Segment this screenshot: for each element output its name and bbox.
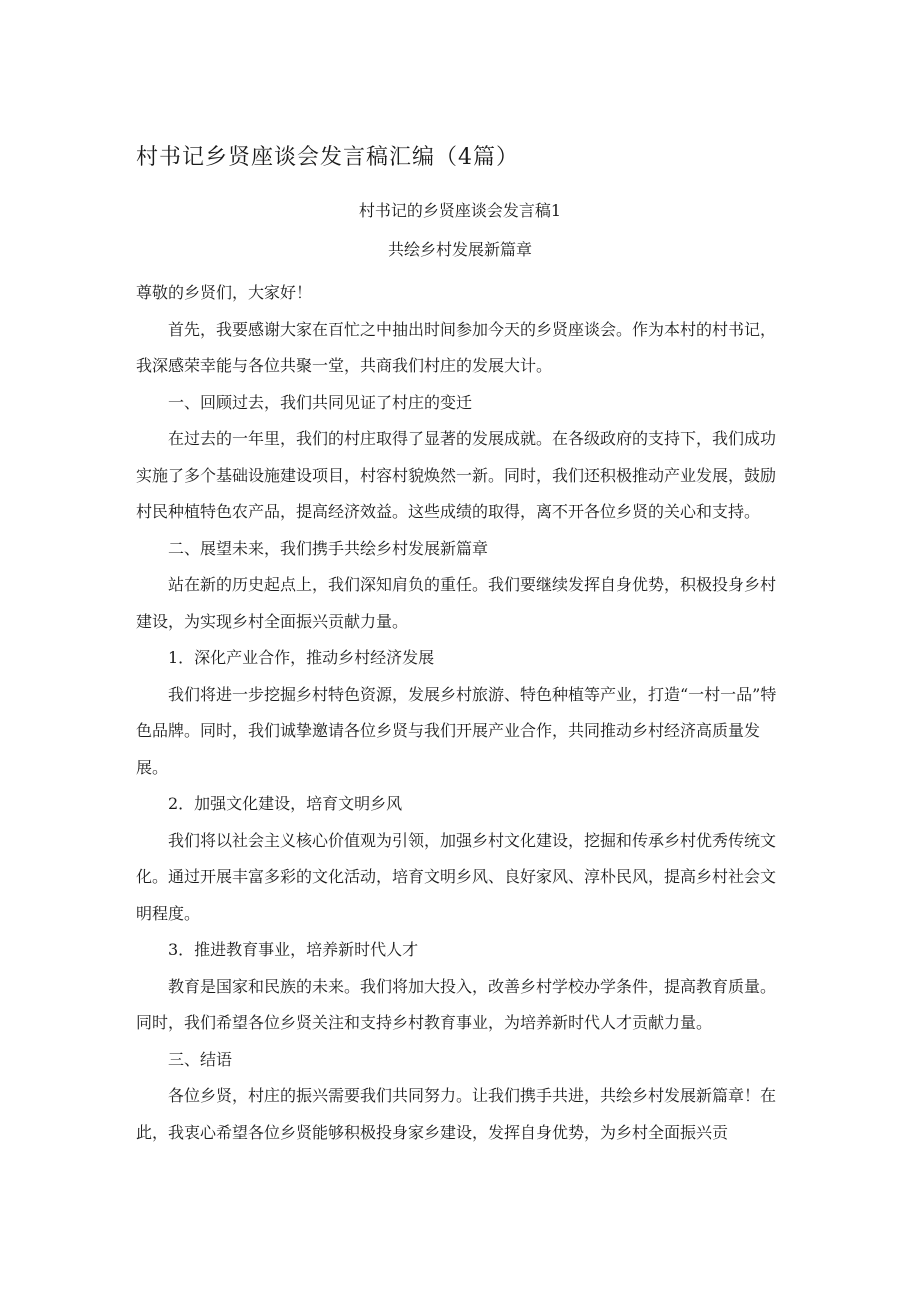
- paragraph: 我们将进一步挖掘乡村特色资源，发展乡村旅游、特色种植等产业，打造“一村一品”特色品牌。同时，我们诚挚邀请各位乡贤与我们开展产业合作，共同推动乡村经济高质量发展。: [136, 684, 777, 777]
- paragraph: 首先，我要感谢大家在百忙之中抽出时间参加今天的乡贤座谈会。作为本村的村书记，我深感荣幸能与各位共聚一堂，共商我们村庄的发展大计。: [136, 319, 777, 375]
- subsection-heading: 2．加强文化建设，培育文明乡风: [168, 794, 403, 813]
- paragraph: 教育是国家和民族的未来。我们将加大投入，改善乡村学校办学条件，提高教育质量。同时，我们希望各位乡贤关注和支持乡村教育事业，为培养新时代人才贡献力量。: [136, 976, 777, 1032]
- document-body: [136, 275, 788, 1151]
- subsection-heading: 3．推进教育事业，培养新时代人才: [168, 940, 419, 959]
- speech-heading: 共绘乡村发展新篇章: [387, 240, 532, 259]
- paragraph: 站在新的历史起点上，我们深知肩负的重任。我们要继续发挥自身优势，积极投身乡村建设，为实现乡村全面振兴贡献力量。: [136, 575, 777, 631]
- section-heading: 二、展望未来，我们携手共绘乡村发展新篇章: [168, 538, 489, 558]
- section-subtitle: 村书记的乡贤座谈会发言稿1: [358, 201, 562, 220]
- section-heading: 三、结语: [168, 1049, 233, 1069]
- paragraph: 各位乡贤，村庄的振兴需要我们共同努力。让我们携手共进，共绘乡村发展新篇章！在此，我衷心希望各位乡贤能够积极投身家乡建设，发挥自身优势，为乡村全面振兴贡: [136, 1086, 777, 1142]
- subsection-heading: 1．深化产业合作，推动乡村经济发展: [168, 648, 435, 667]
- paragraph: 在过去的一年里，我们的村庄取得了显著的发展成就。在各级政府的支持下，我们成功实施了多个基础设施建设项目，村容村貌焕然一新。同时，我们还积极推动产业发展，鼓励村民种植特色农产品，提高经济效益。这些成绩的取得，离不开各位乡贤的关心和支持。: [136, 429, 777, 521]
- paragraph: 我们将以社会主义核心价值观为引领，加强乡村文化建设，挖掘和传承乡村优秀传统文化。通过开展丰富多彩的文化活动，培育文明乡风、良好家风、淳朴民风，提高乡村社会文明程度。: [136, 830, 777, 923]
- document-title: 村书记乡贤座谈会发言稿汇编（4篇）: [136, 145, 519, 170]
- section-heading: 一、回顾过去，我们共同见证了村庄的变迁: [168, 392, 473, 412]
- paragraph: 尊敬的乡贤们，大家好！: [136, 283, 313, 302]
